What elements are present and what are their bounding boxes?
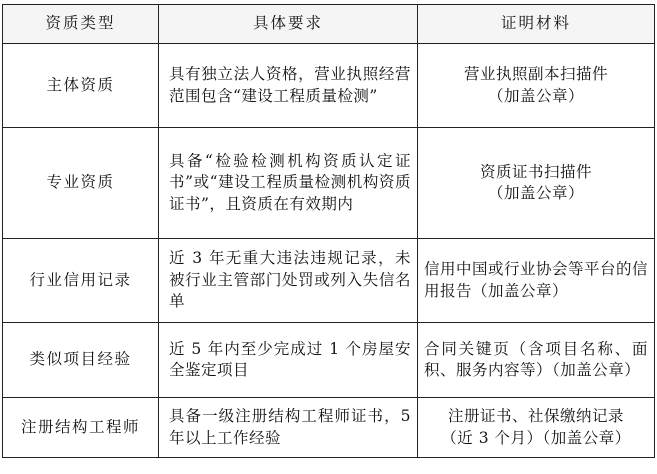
- header-requirements: 具体要求: [159, 5, 418, 44]
- proof-material-cell: [418, 239, 655, 323]
- requirement-cell: 具备一级注册结构工程师证书，5 年以上工作经验: [159, 398, 418, 458]
- proof-material-line: 信用中国或行业协会等平台的信用报告（加盖公章）: [424, 260, 649, 300]
- requirement-cell: 具备“检验检测机构资质认定证书”或“建设工程质量检测机构资质证书”，且资质在有效期内: [159, 128, 418, 239]
- table-row: [3, 44, 655, 128]
- qualification-type-cell: 行业信用记录: [3, 239, 159, 323]
- requirement-cell: 具有独立法人资格，营业执照经营范围包含“建设工程质量检测”: [159, 44, 418, 128]
- proof-material-line: 营业执照副本扫描件: [463, 65, 608, 83]
- table-row: [3, 128, 655, 239]
- header-proof-materials: 证明材料: [418, 5, 655, 44]
- proof-material-cell: [418, 128, 655, 239]
- requirement-cell: 近 3 年无重大违法违规记录，未被行业主管部门处罚或列入失信名单: [159, 239, 418, 323]
- proof-material-cell: [418, 323, 655, 398]
- table-row: [3, 323, 655, 398]
- qualification-type-cell: 主体资质: [3, 44, 159, 128]
- proof-material-line: （加盖公章）: [487, 86, 584, 105]
- table-row: [3, 239, 655, 323]
- table-row: [3, 398, 655, 458]
- proof-material-line: （加盖公章）: [487, 184, 584, 202]
- proof-material-cell: [418, 398, 655, 458]
- proof-material-line: （近 3 个月）（加盖公章）: [441, 428, 631, 447]
- proof-material-line: 注册证书、社保缴纳记录: [447, 407, 624, 425]
- qualification-type-cell: 类似项目经验: [3, 323, 159, 398]
- proof-material-cell: [418, 44, 655, 128]
- proof-material-line: 合同关键页（含项目名称、面积、服务内容等）（加盖公章）: [424, 339, 648, 379]
- qualification-table: [2, 4, 655, 458]
- requirement-cell: 近 5 年内至少完成过 1 个房屋安全鉴定项目: [159, 323, 418, 398]
- table-header-row: [3, 5, 655, 44]
- header-qualification-type: 资质类型: [3, 5, 159, 44]
- proof-material-line: 资质证书扫描件: [479, 162, 592, 181]
- qualification-type-cell: 专业资质: [3, 128, 159, 239]
- qualification-type-cell: 注册结构工程师: [3, 398, 159, 458]
